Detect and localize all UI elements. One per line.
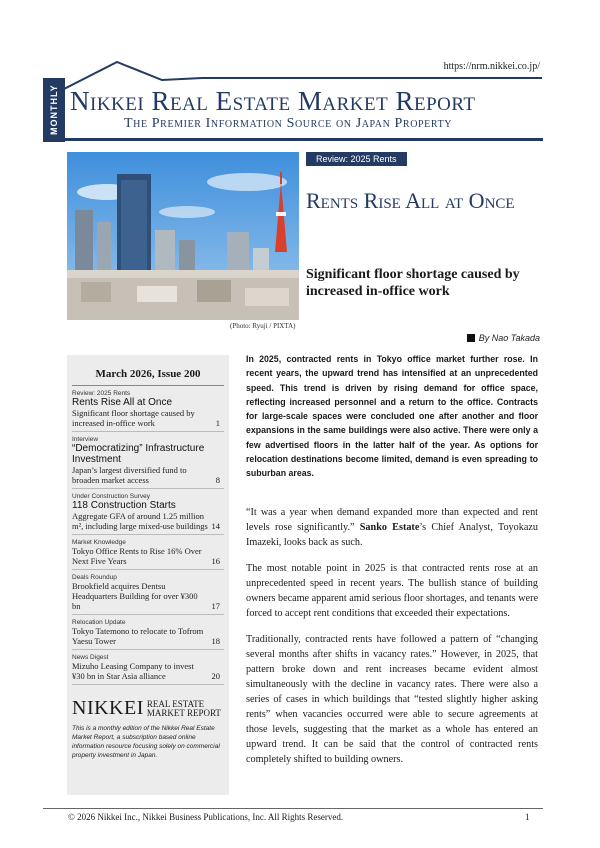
masthead-rule	[43, 138, 543, 141]
issue-label: March 2026, Issue 200	[95, 368, 201, 380]
logo-nikkei: NIKKEI	[72, 697, 144, 719]
byline-text: By Nao Takada	[478, 333, 540, 343]
toc-description: Japan’s largest diversified fund to broaden market access	[72, 465, 187, 485]
article-body	[246, 505, 538, 778]
toc-title: “Democratizing” Infrastructure Investment	[72, 443, 205, 465]
monthly-badge: MONTHLY	[43, 78, 65, 142]
logo-wordmark	[147, 700, 221, 718]
company-name: Sanko Estate	[359, 522, 420, 533]
p1-text-start: “It was a year when demand expanded more than expected and rent levels rose significantly.”	[246, 507, 538, 533]
paragraph-2: The most notable point in 2025 is that contracted rents rose at an unprecedented speed in recent years. The bullish stance of building owners became apparent amid serious floor shortages, and tenants were forced to accept rent conditions that exceeded their expectations.	[246, 563, 538, 619]
toc-page: 8	[215, 475, 220, 485]
toc-page: 18	[211, 636, 220, 646]
toc-item[interactable]	[72, 535, 224, 570]
toc-item[interactable]	[72, 570, 224, 615]
article-headline: Rents Rise All at Once	[306, 188, 515, 213]
masthead-title: Nikkei Real Estate Market Report	[70, 86, 476, 116]
toc-item[interactable]	[72, 432, 224, 489]
toc-description: Tokyo Office Rents to Rise 16% Over Next Five Years	[72, 546, 202, 566]
masthead-subtitle: The Premier Information Source on Japan Property	[124, 116, 453, 131]
toc-category: News Digest	[72, 654, 109, 661]
toc-description: Brookfield acquires Dentsu Headquarters Building for over ¥300 bn	[72, 581, 198, 611]
table-of-contents	[67, 386, 229, 685]
toc-description: Significant floor shortage caused by increased in-office work	[72, 408, 195, 428]
toc-description: Tokyo Tatemono to relocate to Tofrom Yaesu Tower	[72, 626, 204, 646]
section-tag: Review: 2025 Rents	[306, 152, 407, 166]
toc-page: 14	[211, 521, 220, 531]
toc-item[interactable]	[72, 489, 224, 535]
toc-category: Review: 2025 Rents	[72, 390, 131, 397]
paragraph-3: Traditionally, contracted rents have followed a pattern of “changing several months after shifts in vacancy rates.” However, in 2025, that pattern broke down and rent increases became evident almost simultaneously with the decline in vacancy rates. There were also a series of cases in which buildings that “tested slightly higher asking rents” when vacancies occurred were able to secure agreements at those levels, suggesting that the market as a whole has entered an upward trend. It can be said that the control of contracted rents completely shifted to building owners.	[246, 634, 538, 765]
toc-category: Deals Roundup	[72, 574, 117, 581]
toc-page: 20	[211, 671, 220, 681]
pen-icon	[467, 334, 475, 342]
toc-description: Mizuho Leasing Company to invest ¥30 bn in Star Asia alliance	[72, 661, 194, 681]
toc-category: Market Knowledge	[72, 539, 126, 546]
toc-category: Under Construction Survey	[72, 493, 151, 500]
toc-item[interactable]	[72, 650, 224, 685]
toc-category: Relocation Update	[72, 619, 126, 626]
toc-title: Rents Rise All at Once	[72, 397, 173, 408]
paragraph-1	[246, 505, 538, 550]
toc-category: Interview	[72, 436, 99, 443]
toc-page: 1	[215, 418, 220, 428]
page-number: 1	[525, 812, 530, 822]
article-lead: In 2025, contracted rents in Tokyo office market further rose. In recent years, the upward trend has intensified at an unprecedented speed. This trend is driven by rising demand for office space, reflecting increased personnel and a return to the office. Contracts for large-scale spaces were concluded one after another and floor expansions in the same buildings were also active. There were only a few advertised floors in the latter half of the year. As options for relocation destinations become limited, demand is even spreading to suburban areas.	[246, 354, 538, 479]
byline	[467, 333, 540, 343]
p1-text-end: ’s Chief Analyst, Toyokazu Imazeki, looks back as such.	[246, 522, 538, 548]
toc-description: Aggregate GFA of around 1.25 million m², including large mixed-use buildings	[72, 511, 208, 531]
nikkei-logo	[72, 697, 224, 720]
toc-item[interactable]	[72, 615, 224, 650]
publication-note: This is a monthly edition of the Nikkei Real Estate Market Report, a subscription based online information resource focusing solely on commercial property investment in Japan.	[72, 725, 220, 759]
copyright: © 2026 Nikkei Inc., Nikkei Business Publications, Inc. All Rights Reserved.	[68, 812, 344, 822]
article-subheadline: Significant floor shortage caused by increased in-office work	[306, 267, 520, 299]
sidebar-contents	[67, 355, 229, 795]
toc-page: 16	[211, 556, 220, 566]
toc-title: 118 Construction Starts	[72, 500, 176, 511]
site-url[interactable]: https://nrm.nikkei.co.jp/	[443, 61, 540, 72]
toc-item[interactable]	[72, 386, 224, 432]
logo-line1: REAL ESTATE	[146, 698, 205, 709]
toc-page: 17	[211, 601, 220, 611]
tokyo-skyline-photo	[67, 152, 299, 320]
logo-line2: MARKET REPORT	[146, 707, 221, 718]
footer-rule	[43, 808, 543, 809]
photo-credit: (Photo: Ryuji / PIXTA)	[230, 322, 296, 330]
